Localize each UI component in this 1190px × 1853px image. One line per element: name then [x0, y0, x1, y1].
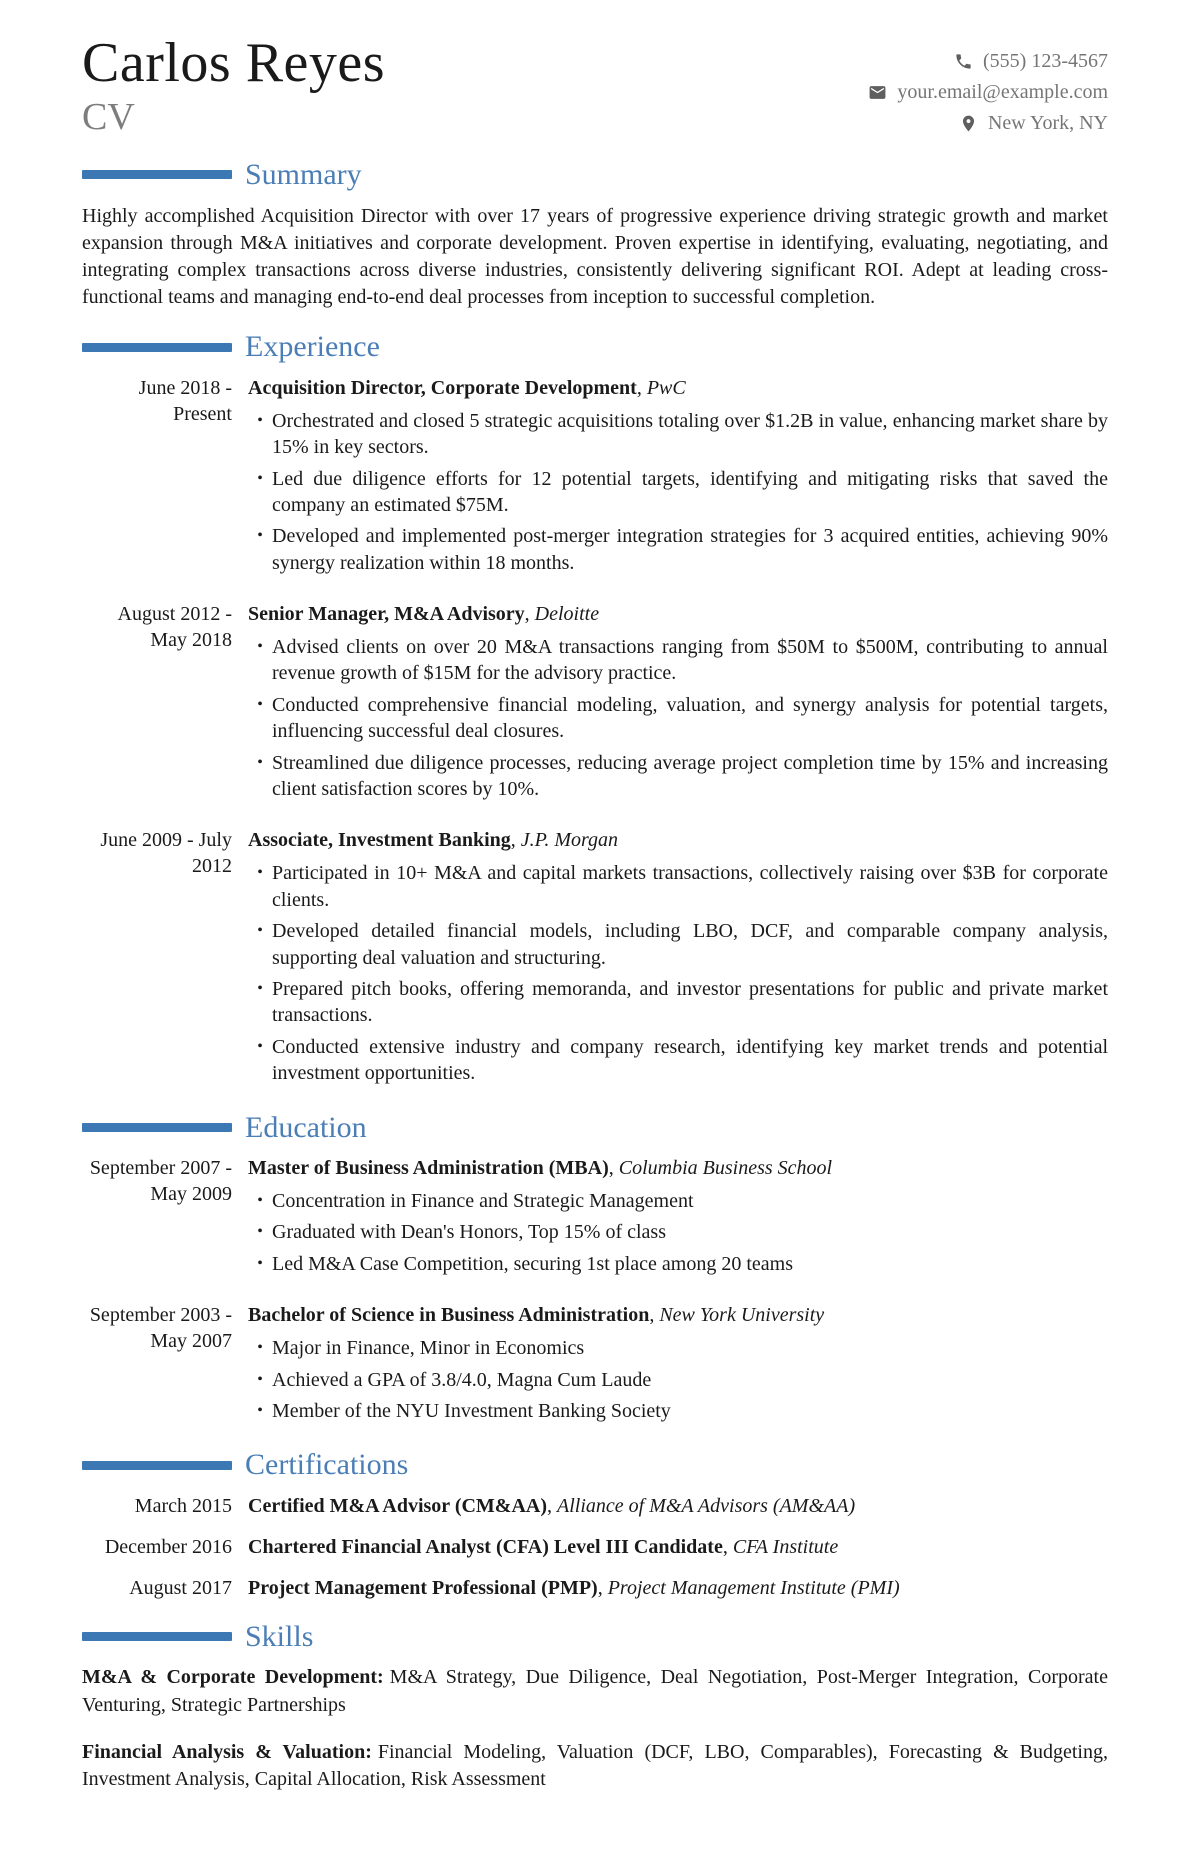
bullet-icon: • — [257, 1402, 263, 1420]
skill-group — [82, 1739, 1108, 1794]
bullet-icon: • — [257, 1370, 263, 1388]
education-bullet: • Concentration in Finance and Strategic Management — [248, 1188, 1108, 1214]
experience-bullet: • Prepared pitch books, offering memoranda, and investor presentations for public and private market transactions. — [248, 976, 1108, 1029]
experience-bullet: • Advised clients on over 20 M&A transactions ranging from $50M to $500M, contributing to annual revenue growth of $15M for the advisory practice. — [248, 634, 1108, 687]
certifications-section-title: Certifications — [245, 1448, 409, 1482]
entry-body — [248, 1155, 1108, 1282]
summary-section-head — [82, 159, 1108, 191]
location-pin-icon — [959, 114, 978, 133]
bullet-icon: • — [257, 1254, 263, 1272]
entry-dates: September 2007 - May 2009 — [89, 1157, 232, 1206]
skills-section-head — [82, 1621, 1108, 1653]
bullet-icon: • — [257, 638, 263, 656]
certification-row — [82, 1493, 1108, 1519]
bullet-icon: • — [257, 1037, 263, 1055]
certification-body — [248, 1534, 1108, 1560]
degree-title: Master of Business Administration (MBA) — [248, 1157, 609, 1180]
company-name: J.P. Morgan — [520, 829, 619, 852]
email-address: your.email@example.com — [897, 81, 1108, 103]
entry-body — [248, 827, 1108, 1091]
bullet-icon: • — [257, 411, 263, 429]
experience-entry — [82, 375, 1108, 581]
certification-row — [82, 1575, 1108, 1601]
skill-list: Financial Modeling, Valuation (DCF, LBO, Comparables), Forecasting & Budgeting, Investment Analysis, Capital Allocation, Risk Assessment — [82, 1740, 1108, 1791]
entry-title-line — [248, 827, 1108, 853]
separator: , — [649, 1304, 660, 1327]
certification-date: August 2017 — [129, 1576, 232, 1599]
summary-text: Highly accomplished Acquisition Director with over 17 years of progressive experience driving strategic growth and market expansion through M&A initiatives and corporate development. Proven expertise in identifying, evaluating, negotiating, and integrating complex transactions across diverse industries, consistently delivering significant ROI. Adept at leading cross-functional teams and managing end-to-end deal processes from inception to successful completion. — [82, 204, 1108, 309]
phone-number: (555) 123-4567 — [983, 50, 1108, 72]
entry-dates: June 2009 - July 2012 — [100, 829, 232, 878]
phone-icon — [954, 52, 973, 71]
job-title: Acquisition Director, Corporate Development — [248, 376, 637, 399]
summary-section-title: Summary — [245, 158, 362, 191]
education-section-head — [82, 1112, 1108, 1144]
section-accent-bar — [82, 170, 232, 179]
experience-bullet: • Developed detailed financial models, including LBO, DCF, and comparable company analysis, supporting deal valuation and structuring. — [248, 918, 1108, 971]
bullet-icon: • — [257, 469, 263, 487]
degree-title: Bachelor of Science in Business Administration — [248, 1304, 650, 1327]
certification-name: Certified M&A Advisor (CM&AA) — [248, 1494, 548, 1517]
experience-section-title: Experience — [245, 330, 380, 364]
certification-row — [82, 1534, 1108, 1560]
entry-title-line — [248, 1302, 1108, 1328]
experience-bullet: • Orchestrated and closed 5 strategic acquisitions totaling over $1.2B in value, enhancing market share by 15% in key sectors. — [248, 408, 1108, 461]
skills-section-title: Skills — [245, 1619, 314, 1653]
experience-entry — [82, 827, 1108, 1091]
certifications-section-head — [82, 1449, 1108, 1481]
bullet-icon: • — [257, 922, 263, 940]
bullet-icon: • — [257, 753, 263, 771]
section-accent-bar — [82, 1632, 232, 1641]
entry-dates: June 2018 - Present — [138, 376, 232, 425]
experience-bullet: • Conducted extensive industry and company research, identifying key market trends and potential investment opportunities. — [248, 1034, 1108, 1087]
contact-phone-row — [868, 46, 1108, 77]
certification-date: March 2015 — [134, 1494, 232, 1517]
bullet-icon: • — [257, 1192, 263, 1210]
experience-entry — [82, 601, 1108, 807]
header — [82, 34, 1108, 139]
bullet-icon: • — [257, 1223, 263, 1241]
separator: , — [722, 1535, 733, 1558]
entry-body — [248, 1302, 1108, 1429]
envelope-icon — [868, 83, 887, 102]
certification-name: Project Management Professional (PMP) — [248, 1576, 598, 1599]
skill-list: M&A Strategy, Due Diligence, Deal Negotiation, Post-Merger Integration, Corporate Venturing, Strategic Partnerships — [82, 1666, 1108, 1716]
bullet-icon: • — [257, 980, 263, 997]
experience-section-head — [82, 331, 1108, 363]
certification-date: December 2016 — [104, 1535, 232, 1558]
school-name: Columbia Business School — [618, 1157, 833, 1180]
section-accent-bar — [82, 1123, 232, 1132]
bullet-icon: • — [257, 695, 263, 713]
education-bullet: • Major in Finance, Minor in Economics — [248, 1335, 1108, 1361]
skill-category-label: M&A & Corporate Development: — [82, 1666, 384, 1689]
education-section-title: Education — [245, 1110, 367, 1144]
skill-category-label: Financial Analysis & Valuation: — [82, 1740, 372, 1763]
person-name: Carlos Reyes — [82, 32, 386, 94]
company-name: Deloitte — [534, 603, 600, 626]
name-block — [82, 34, 385, 139]
education-bullet: • Member of the NYU Investment Banking Society — [248, 1398, 1108, 1424]
separator: , — [510, 829, 521, 852]
education-bullet: • Achieved a GPA of 3.8/4.0, Magna Cum Laude — [248, 1367, 1108, 1393]
certification-body — [248, 1493, 1108, 1519]
experience-bullet: • Streamlined due diligence processes, reducing average project completion time by 15% and increasing client satisfaction scores by 10%. — [248, 750, 1108, 803]
section-accent-bar — [82, 343, 232, 352]
certification-issuer: Alliance of M&A Advisors (AM&AA) — [557, 1494, 856, 1517]
contact-block — [868, 34, 1108, 139]
separator: , — [636, 376, 647, 399]
bullet-icon: • — [257, 527, 263, 545]
bullet-icon: • — [257, 1339, 263, 1357]
entry-body — [248, 375, 1108, 581]
company-name: PwC — [646, 376, 686, 399]
job-title: Senior Manager, M&A Advisory — [248, 603, 525, 626]
certification-name: Chartered Financial Analyst (CFA) Level III Candidate — [248, 1535, 723, 1558]
certification-body — [248, 1575, 1108, 1601]
education-entry — [82, 1302, 1108, 1429]
experience-bullet: • Developed and implemented post-merger integration strategies for 3 acquired entities, achieving 90% synergy realization within 18 months. — [248, 523, 1108, 576]
section-accent-bar — [82, 1461, 232, 1470]
school-name: New York University — [659, 1304, 825, 1327]
entry-title-line — [248, 375, 1108, 401]
entry-title-line — [248, 601, 1108, 627]
bullet-icon: • — [257, 864, 263, 882]
job-title: Associate, Investment Banking — [248, 829, 511, 852]
experience-bullet: • Conducted comprehensive financial modeling, valuation, and synergy analysis for potential targets, influencing successful deal closures. — [248, 692, 1108, 745]
education-bullet: • Graduated with Dean's Honors, Top 15% of class — [248, 1219, 1108, 1245]
skill-group — [82, 1664, 1108, 1719]
education-entry — [82, 1155, 1108, 1282]
education-bullet: • Led M&A Case Competition, securing 1st place among 20 teams — [248, 1251, 1108, 1277]
contact-email-row — [868, 77, 1108, 108]
separator: , — [608, 1157, 619, 1180]
experience-bullet: • Led due diligence efforts for 12 potential targets, identifying and mitigating risks that saved the company an estimated $75M. — [248, 466, 1108, 519]
separator: , — [597, 1576, 608, 1599]
cv-subtitle: CV — [82, 95, 135, 138]
certification-issuer: CFA Institute — [732, 1535, 839, 1558]
certification-issuer: Project Management Institute (PMI) — [607, 1576, 900, 1599]
location-text: New York, NY — [987, 112, 1108, 134]
experience-bullet: • Participated in 10+ M&A and capital markets transactions, collectively raising over $3B for corporate clients. — [248, 860, 1108, 913]
separator: , — [524, 603, 535, 626]
entry-title-line — [248, 1155, 1108, 1181]
entry-dates: August 2012 - May 2018 — [117, 603, 232, 652]
contact-location-row — [868, 108, 1108, 139]
entry-body — [248, 601, 1108, 807]
separator: , — [547, 1494, 558, 1517]
entry-dates: September 2003 - May 2007 — [89, 1304, 232, 1353]
